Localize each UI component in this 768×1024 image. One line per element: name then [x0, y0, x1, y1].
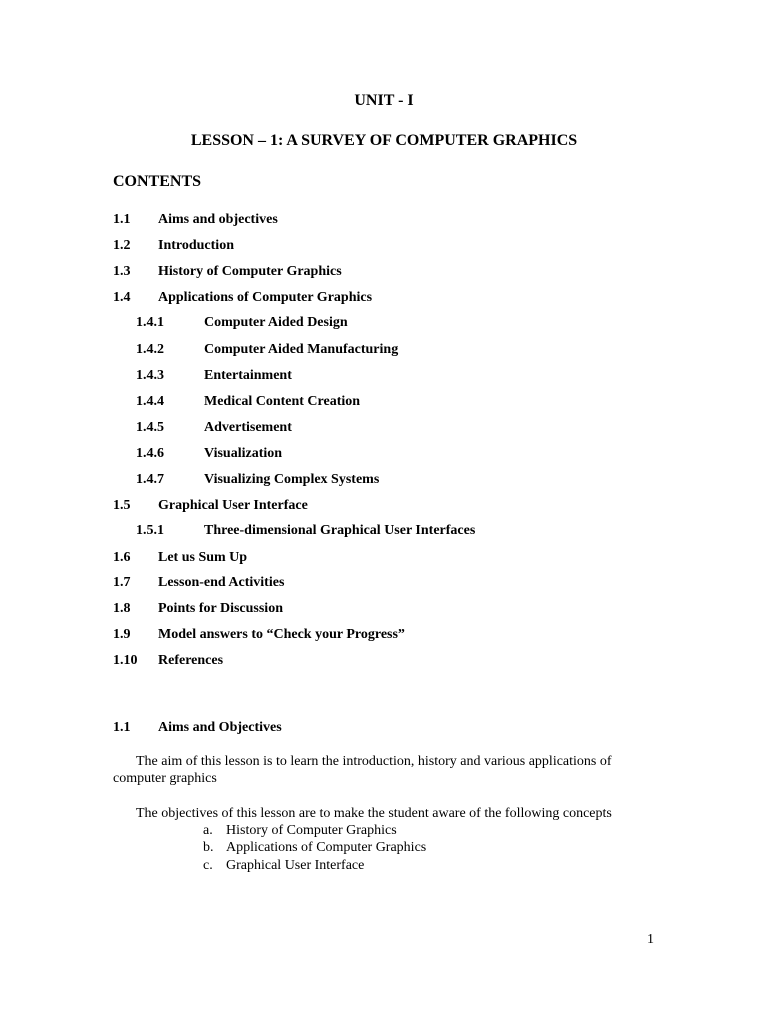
toc-title: Computer Aided Manufacturing [204, 342, 399, 357]
unit-heading: UNIT - I [354, 92, 414, 109]
toc-number: 1.2 [113, 238, 131, 253]
toc-number: 1.3 [113, 264, 131, 279]
toc-number: 1.4.2 [136, 342, 164, 357]
paragraph-aim-line1: The aim of this lesson is to learn the introduction, history and various applications of [136, 754, 612, 769]
page-number: 1 [647, 932, 654, 947]
list-text: Applications of Computer Graphics [226, 840, 427, 855]
toc-title: Introduction [158, 238, 234, 253]
toc-title: Graphical User Interface [158, 498, 308, 513]
toc-title: Let us Sum Up [158, 550, 248, 565]
toc-title: Advertisement [204, 420, 292, 435]
toc-number: 1.4.5 [136, 420, 164, 435]
toc-title: History of Computer Graphics [158, 264, 342, 279]
toc-number: 1.4.3 [136, 368, 164, 383]
toc-number: 1.9 [113, 627, 131, 642]
toc-number: 1.4 [113, 290, 131, 305]
toc-number: 1.10 [113, 653, 138, 668]
list-marker: c. [203, 858, 213, 873]
list-marker: a. [203, 823, 213, 838]
toc-title: Aims and objectives [158, 212, 278, 227]
paragraph-objectives: The objectives of this lesson are to make the student aware of the following concepts [136, 806, 612, 821]
contents-heading: CONTENTS [113, 173, 202, 190]
toc-title: Model answers to “Check your Progress” [158, 627, 405, 642]
toc-number: 1.4.6 [136, 446, 164, 461]
toc-title: Visualizing Complex Systems [204, 472, 380, 487]
list-marker: b. [203, 840, 214, 855]
lesson-title: LESSON – 1: A SURVEY OF COMPUTER GRAPHICS [190, 132, 578, 149]
toc-title: Entertainment [204, 368, 292, 383]
list-text: Graphical User Interface [226, 858, 365, 873]
section-title: Aims and Objectives [158, 720, 282, 735]
toc-title: Lesson-end Activities [158, 575, 285, 590]
toc-number: 1.7 [113, 575, 131, 590]
toc-title: Applications of Computer Graphics [158, 290, 373, 305]
toc-title: Visualization [204, 446, 283, 461]
toc-title: Three-dimensional Graphical User Interfaces [204, 523, 476, 538]
list-text: History of Computer Graphics [226, 823, 397, 838]
toc-number: 1.8 [113, 601, 131, 616]
section-number: 1.1 [113, 720, 131, 735]
toc-number: 1.5 [113, 498, 131, 513]
toc-number: 1.5.1 [136, 523, 164, 538]
toc-number: 1.4.1 [136, 315, 164, 330]
toc-number: 1.4.7 [136, 472, 164, 487]
toc-title: Points for Discussion [158, 601, 283, 616]
toc-title: References [158, 653, 224, 668]
toc-number: 1.1 [113, 212, 131, 227]
toc-number: 1.4.4 [136, 394, 164, 409]
paragraph-aim-line2: computer graphics [113, 771, 217, 786]
toc-title: Computer Aided Design [204, 315, 348, 330]
toc-title: Medical Content Creation [204, 394, 361, 409]
toc-number: 1.6 [113, 550, 131, 565]
